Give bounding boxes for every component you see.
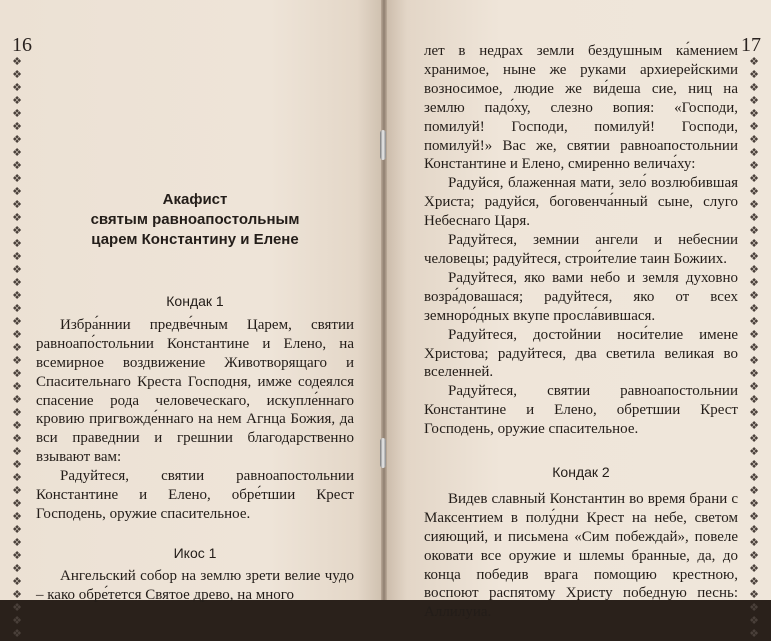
ikos1-paragraph: Ангельский собор на землю зрети велие чудо – како обре́тется Святое древо, на много [36,567,354,603]
staple-bottom [380,438,386,468]
ikos1-heading: Икос 1 [173,544,217,561]
page-number-left: 16 [12,34,32,56]
title-line: царем Константину и Елене [91,231,299,248]
chairetismos-line: Радуйся, блаженная мати, зело́ возлюбившая Христа; радуйся, боговенча́нный сыне, слуго Небеснаго Царя. [424,175,738,230]
ikos1-continuation [424,42,738,622]
right-page [384,0,771,640]
kondak1-heading: Кондак 1 [166,293,224,309]
kondak1-refrain: Радуйтеся, святии равноапостольнии Константине и Елено, обре́тшии Крест Господень, оружие спасительное. [36,468,354,522]
chairetismos-refrain: Радуйтеся, святии равноапостольнии Константине и Елено, обретшии Крест Господень, оружие спасительное. [424,383,738,438]
title-line: Акафист [162,191,228,208]
chairetismos-line: Радуйтеся, яко вами небо и земля духовно возра́довашася; радуйтеся, яко от всех земноро́дных вкупе просла́вившася. [424,269,738,324]
book-gutter [381,0,387,600]
staple-top [380,130,386,160]
kondak1-paragraph: Избра́ннии предве́чным Царем, святии равноапо́стольнии Константине и Елено, на всемирное воздвижение Животворящаго и Спасительнаго Креста Господня, имже содеялся спасение рода человеческаго, искупле́ннаго кровию пригвожде́ннаго на нем Агнца Божия, да вси праведнии и грешнии благодарственно взывают вам: [36,316,354,466]
ornamental-border-right: ❖ ❖ ❖ ❖ ❖ ❖ ❖ ❖ ❖ ❖ ❖ ❖ ❖ ❖ ❖ ❖ ❖ ❖ ❖ ❖ ❖ ❖ ❖ ❖ ❖ ❖ ❖ ❖ ❖ ❖ ❖ ❖ ❖ ❖ ❖ ❖ ❖ ❖ ❖ ❖ ❖ ❖ ❖ ❖ ❖ [749,56,759,640]
title-line: святым равноапостольным [90,211,300,228]
page-number-right: 17 [741,34,761,56]
left-page [0,0,384,640]
ikos1-text: лет в недрах земли бездушным ка́мением хранимое, ныне же руками архиерейскими возносимое, людие же ви́деша сие, ниц на землю падо́ху, слезно вопия: «Господи, помилуй! Господи, помилуй! Господи, помилуй!» Вас же, святии равноапостольнии Константине и Елено, смиренно велича́ху: [424,43,738,173]
kondak2-heading: Кондак 2 [552,464,610,481]
kondak1-section [36,292,354,605]
chairetismos-line: Радуйтеся, земнии ангели и небеснии человецы; радуйтеся, строи́телие таин Божиих. [424,232,738,267]
akathist-title [36,190,354,250]
kondak2-paragraph: Видев славный Константин во время брани с Максентием в полу́дни Крест на небе, светом сияющий, и письмена «Сим побеждай», повеле оковати все оружие и шлемы бранные, да, до конца победив врага помощию крестною, воспоют распятому Христу победную песнь: Аллилуиа. [424,490,738,621]
chairetismos-line: Радуйтеся, достойнии носи́телие имене Христова; радуйтеся, два светила великая во вселенней. [424,326,738,381]
ornamental-border-left: ❖ ❖ ❖ ❖ ❖ ❖ ❖ ❖ ❖ ❖ ❖ ❖ ❖ ❖ ❖ ❖ ❖ ❖ ❖ ❖ ❖ ❖ ❖ ❖ ❖ ❖ ❖ ❖ ❖ ❖ ❖ ❖ ❖ ❖ ❖ ❖ ❖ ❖ ❖ ❖ ❖ ❖ ❖ ❖ ❖ [12,56,22,640]
